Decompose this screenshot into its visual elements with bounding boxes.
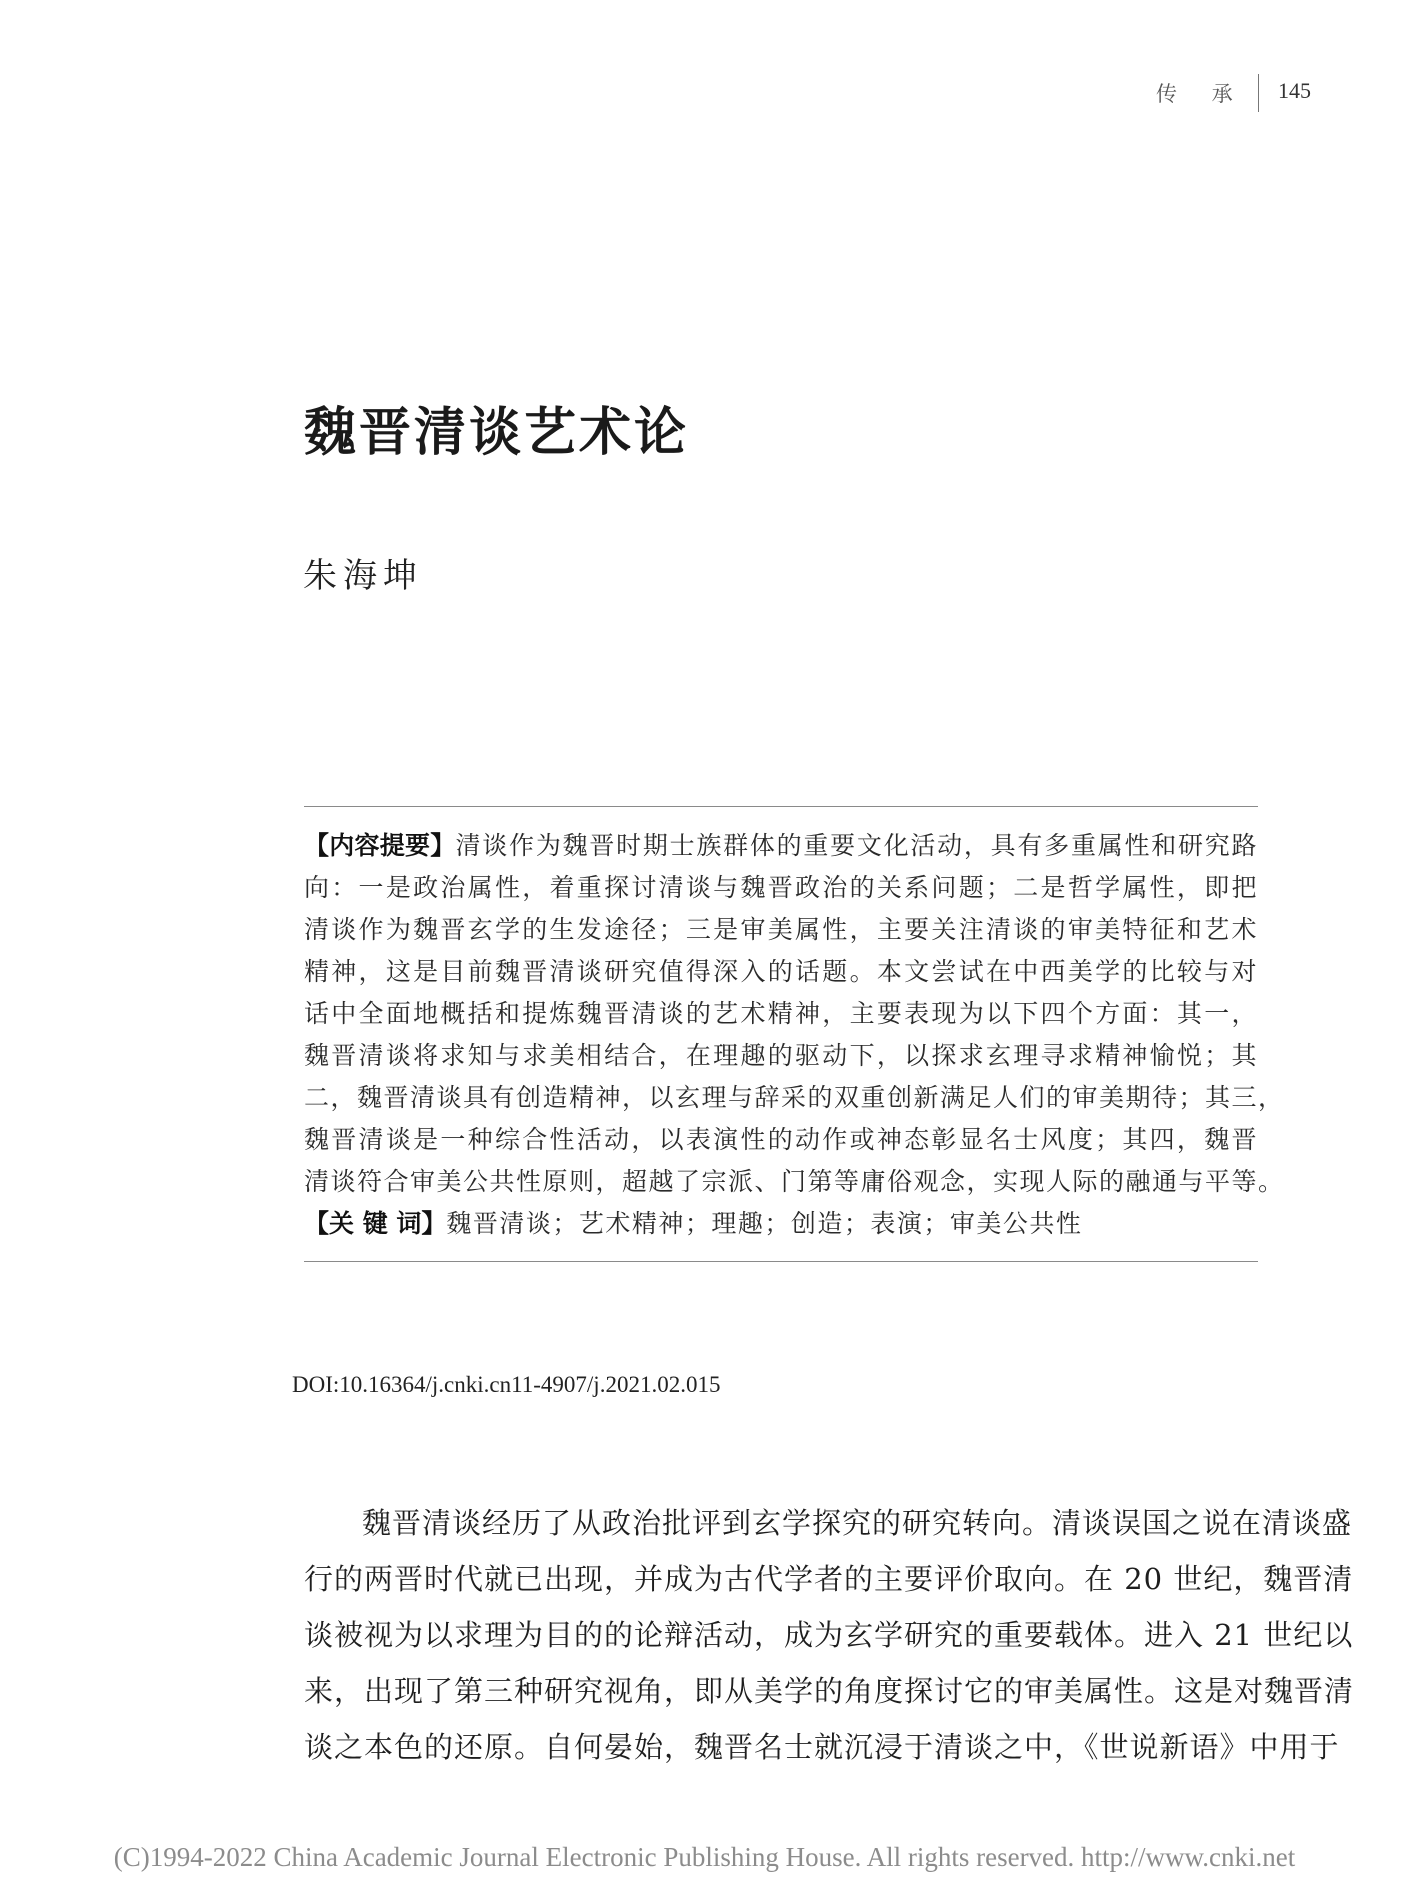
- abstract-line: 清谈符合审美公共性原则，超越了宗派、门第等庸俗观念，实现人际的融通与平等。: [304, 1167, 1285, 1196]
- doi: DOI:10.16364/j.cnki.cn11-4907/j.2021.02.015: [292, 1372, 721, 1397]
- keywords-text: 魏晋清谈；艺术精神；理趣；创造；表演；审美公共性: [446, 1209, 1083, 1238]
- abstract-line: 魏晋清谈将求知与求美相结合，在理趣的驱动下，以探求玄理寻求精神愉悦；其: [304, 1041, 1258, 1070]
- abstract-line: 话中全面地概括和提炼魏晋清谈的艺术精神，主要表现为以下四个方面：其一，: [304, 999, 1258, 1028]
- copyright-notice: (C)1994-2022 China Academic Journal Electronic Publishing House. All rights reserved. http://www.cnki.net: [113, 1842, 1296, 1872]
- body-line: 行的两晋时代就已出现，并成为古代学者的主要评价取向。在 20 世纪，魏晋清: [304, 1562, 1354, 1596]
- body-line: 魏晋清谈经历了从政治批评到玄学探究的研究转向。清谈误国之说在清谈盛: [362, 1506, 1353, 1540]
- abstract-line: 魏晋清谈是一种综合性活动，以表演性的动作或神态彰显名士风度；其四，魏晋: [304, 1125, 1258, 1154]
- abstract-line: 精神，这是目前魏晋清谈研究值得深入的话题。本文尝试在中西美学的比较与对: [304, 957, 1258, 986]
- abstract-line: 二，魏晋清谈具有创造精神，以玄理与辞采的双重创新满足人们的审美期待；其三，: [304, 1083, 1285, 1112]
- abstract-line: 清谈作为魏晋玄学的生发途径；三是审美属性，主要关注清谈的审美特征和艺术: [304, 915, 1258, 944]
- abstract-text: 清谈作为魏晋时期士族群体的重要文化活动，具有多重属性和研究路: [455, 831, 1258, 860]
- page-number: 145: [1278, 78, 1311, 103]
- article-title: 魏晋清谈艺术论: [304, 402, 690, 463]
- header-divider: [1258, 74, 1259, 112]
- abstract-line: 向：一是政治属性，着重探讨清谈与魏晋政治的关系问题；二是哲学属性，即把: [304, 873, 1258, 902]
- abstract-block: [304, 806, 1285, 1262]
- abstract-label: 【内容提要】: [304, 831, 456, 860]
- body-line: 来，出现了第三种研究视角，即从美学的角度探讨它的审美属性。这是对魏晋清: [304, 1674, 1355, 1708]
- keywords-line: [304, 1203, 1258, 1245]
- body-line: 谈被视为以求理为目的的论辩活动，成为玄学研究的重要载体。进入 21 世纪以: [304, 1618, 1354, 1652]
- body-paragraph: [304, 1495, 1355, 1775]
- section-name: 传 承: [1156, 82, 1247, 106]
- abstract-line: [304, 825, 1258, 867]
- body-line: 谈之本色的还原。自何晏始，魏晋名士就沉浸于清谈之中，《世说新语》中用于: [304, 1730, 1340, 1764]
- keywords-label: 【关 键 词】: [304, 1209, 447, 1238]
- author-name: 朱海坤: [303, 556, 423, 596]
